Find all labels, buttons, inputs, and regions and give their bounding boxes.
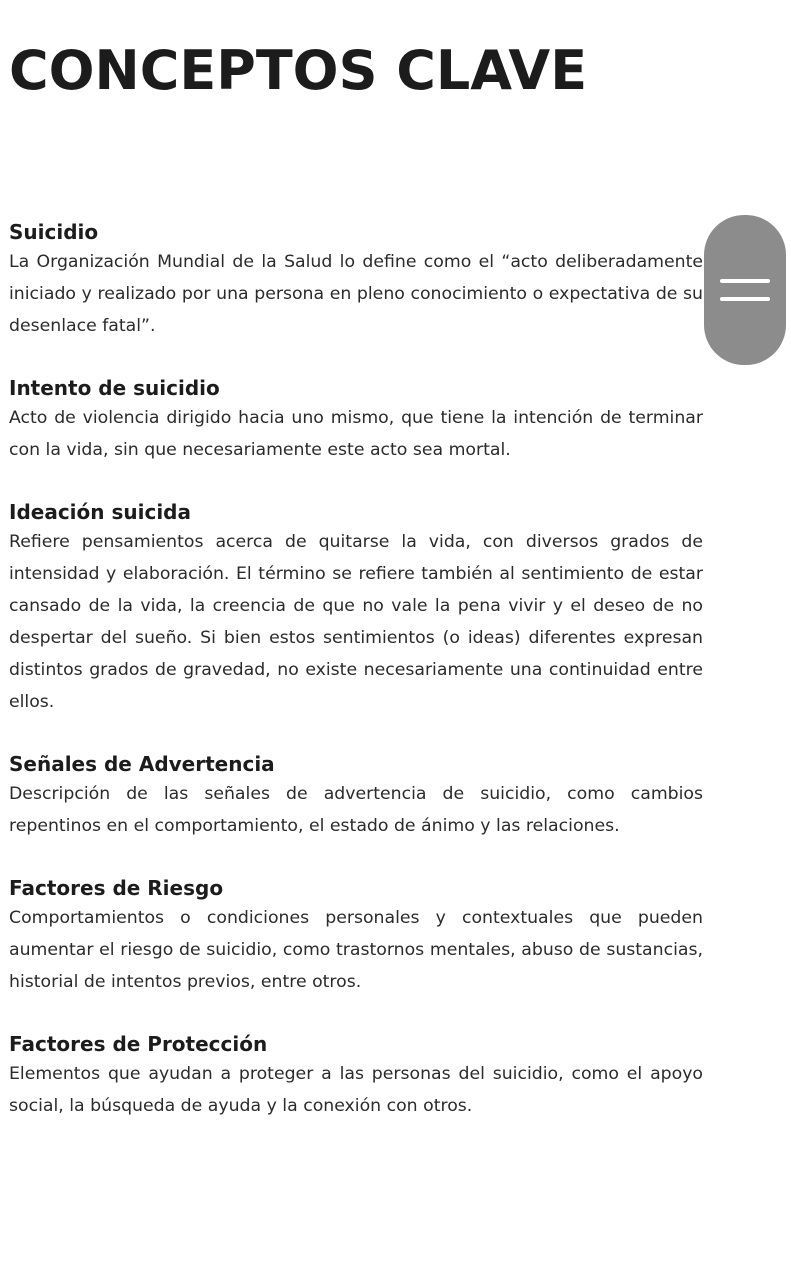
concept-ideacion-suicida bbox=[9, 498, 703, 718]
concept-heading: Factores de Riesgo bbox=[9, 876, 224, 900]
menu-icon-bar bbox=[720, 279, 770, 283]
concept-description: La Organización Mundial de la Salud lo define como el “acto deliberadamente iniciado y realizado por una persona en pleno conocimiento o expectativa de su desenlace fatal”. bbox=[9, 252, 703, 336]
concept-heading: Suicidio bbox=[9, 220, 99, 244]
concept-factores-de-proteccion bbox=[9, 1030, 703, 1122]
concept-description: Elementos que ayudan a proteger a las personas del suicidio, como el apoyo social, la búsqueda de ayuda y la conexión con otros. bbox=[9, 1064, 703, 1116]
menu-icon bbox=[720, 279, 770, 301]
page-title: CONCEPTOS CLAVE bbox=[9, 39, 588, 102]
concept-description: Comportamientos o condiciones personales y contextuales que pueden aumentar el riesgo de suicidio, como trastornos mentales, abuso de sustancias, historial de intentos previos, entre otros. bbox=[9, 908, 703, 992]
concepts-list bbox=[9, 218, 703, 1122]
menu-icon-bar bbox=[720, 297, 770, 301]
concept-description: Refiere pensamientos acerca de quitarse la vida, con diversos grados de intensidad y elaboración. El término se refiere también al sentimiento de estar cansado de la vida, la creencia de que no vale la pena vivir y el deseo de no despertar del sueño. Si bien estos sentimientos (o ideas) diferentes expresan distintos grados de gravedad, no existe necesariamente una continuidad entre ellos. bbox=[9, 532, 703, 712]
concept-heading: Ideación suicida bbox=[9, 500, 191, 524]
menu-button[interactable] bbox=[704, 215, 786, 365]
concept-intento-de-suicidio bbox=[9, 374, 703, 466]
concept-description: Descripción de las señales de advertencia de suicidio, como cambios repentinos en el comportamiento, el estado de ánimo y las relaciones. bbox=[9, 784, 703, 836]
concept-suicidio bbox=[9, 218, 703, 342]
concept-factores-de-riesgo bbox=[9, 874, 703, 998]
concept-heading: Factores de Protección bbox=[9, 1032, 268, 1056]
concept-description: Acto de violencia dirigido hacia uno mismo, que tiene la intención de terminar con la vida, sin que necesariamente este acto sea mortal. bbox=[9, 408, 703, 460]
concept-heading: Intento de suicidio bbox=[9, 376, 220, 400]
concept-heading: Señales de Advertencia bbox=[9, 752, 275, 776]
concept-senales-de-advertencia bbox=[9, 750, 703, 842]
